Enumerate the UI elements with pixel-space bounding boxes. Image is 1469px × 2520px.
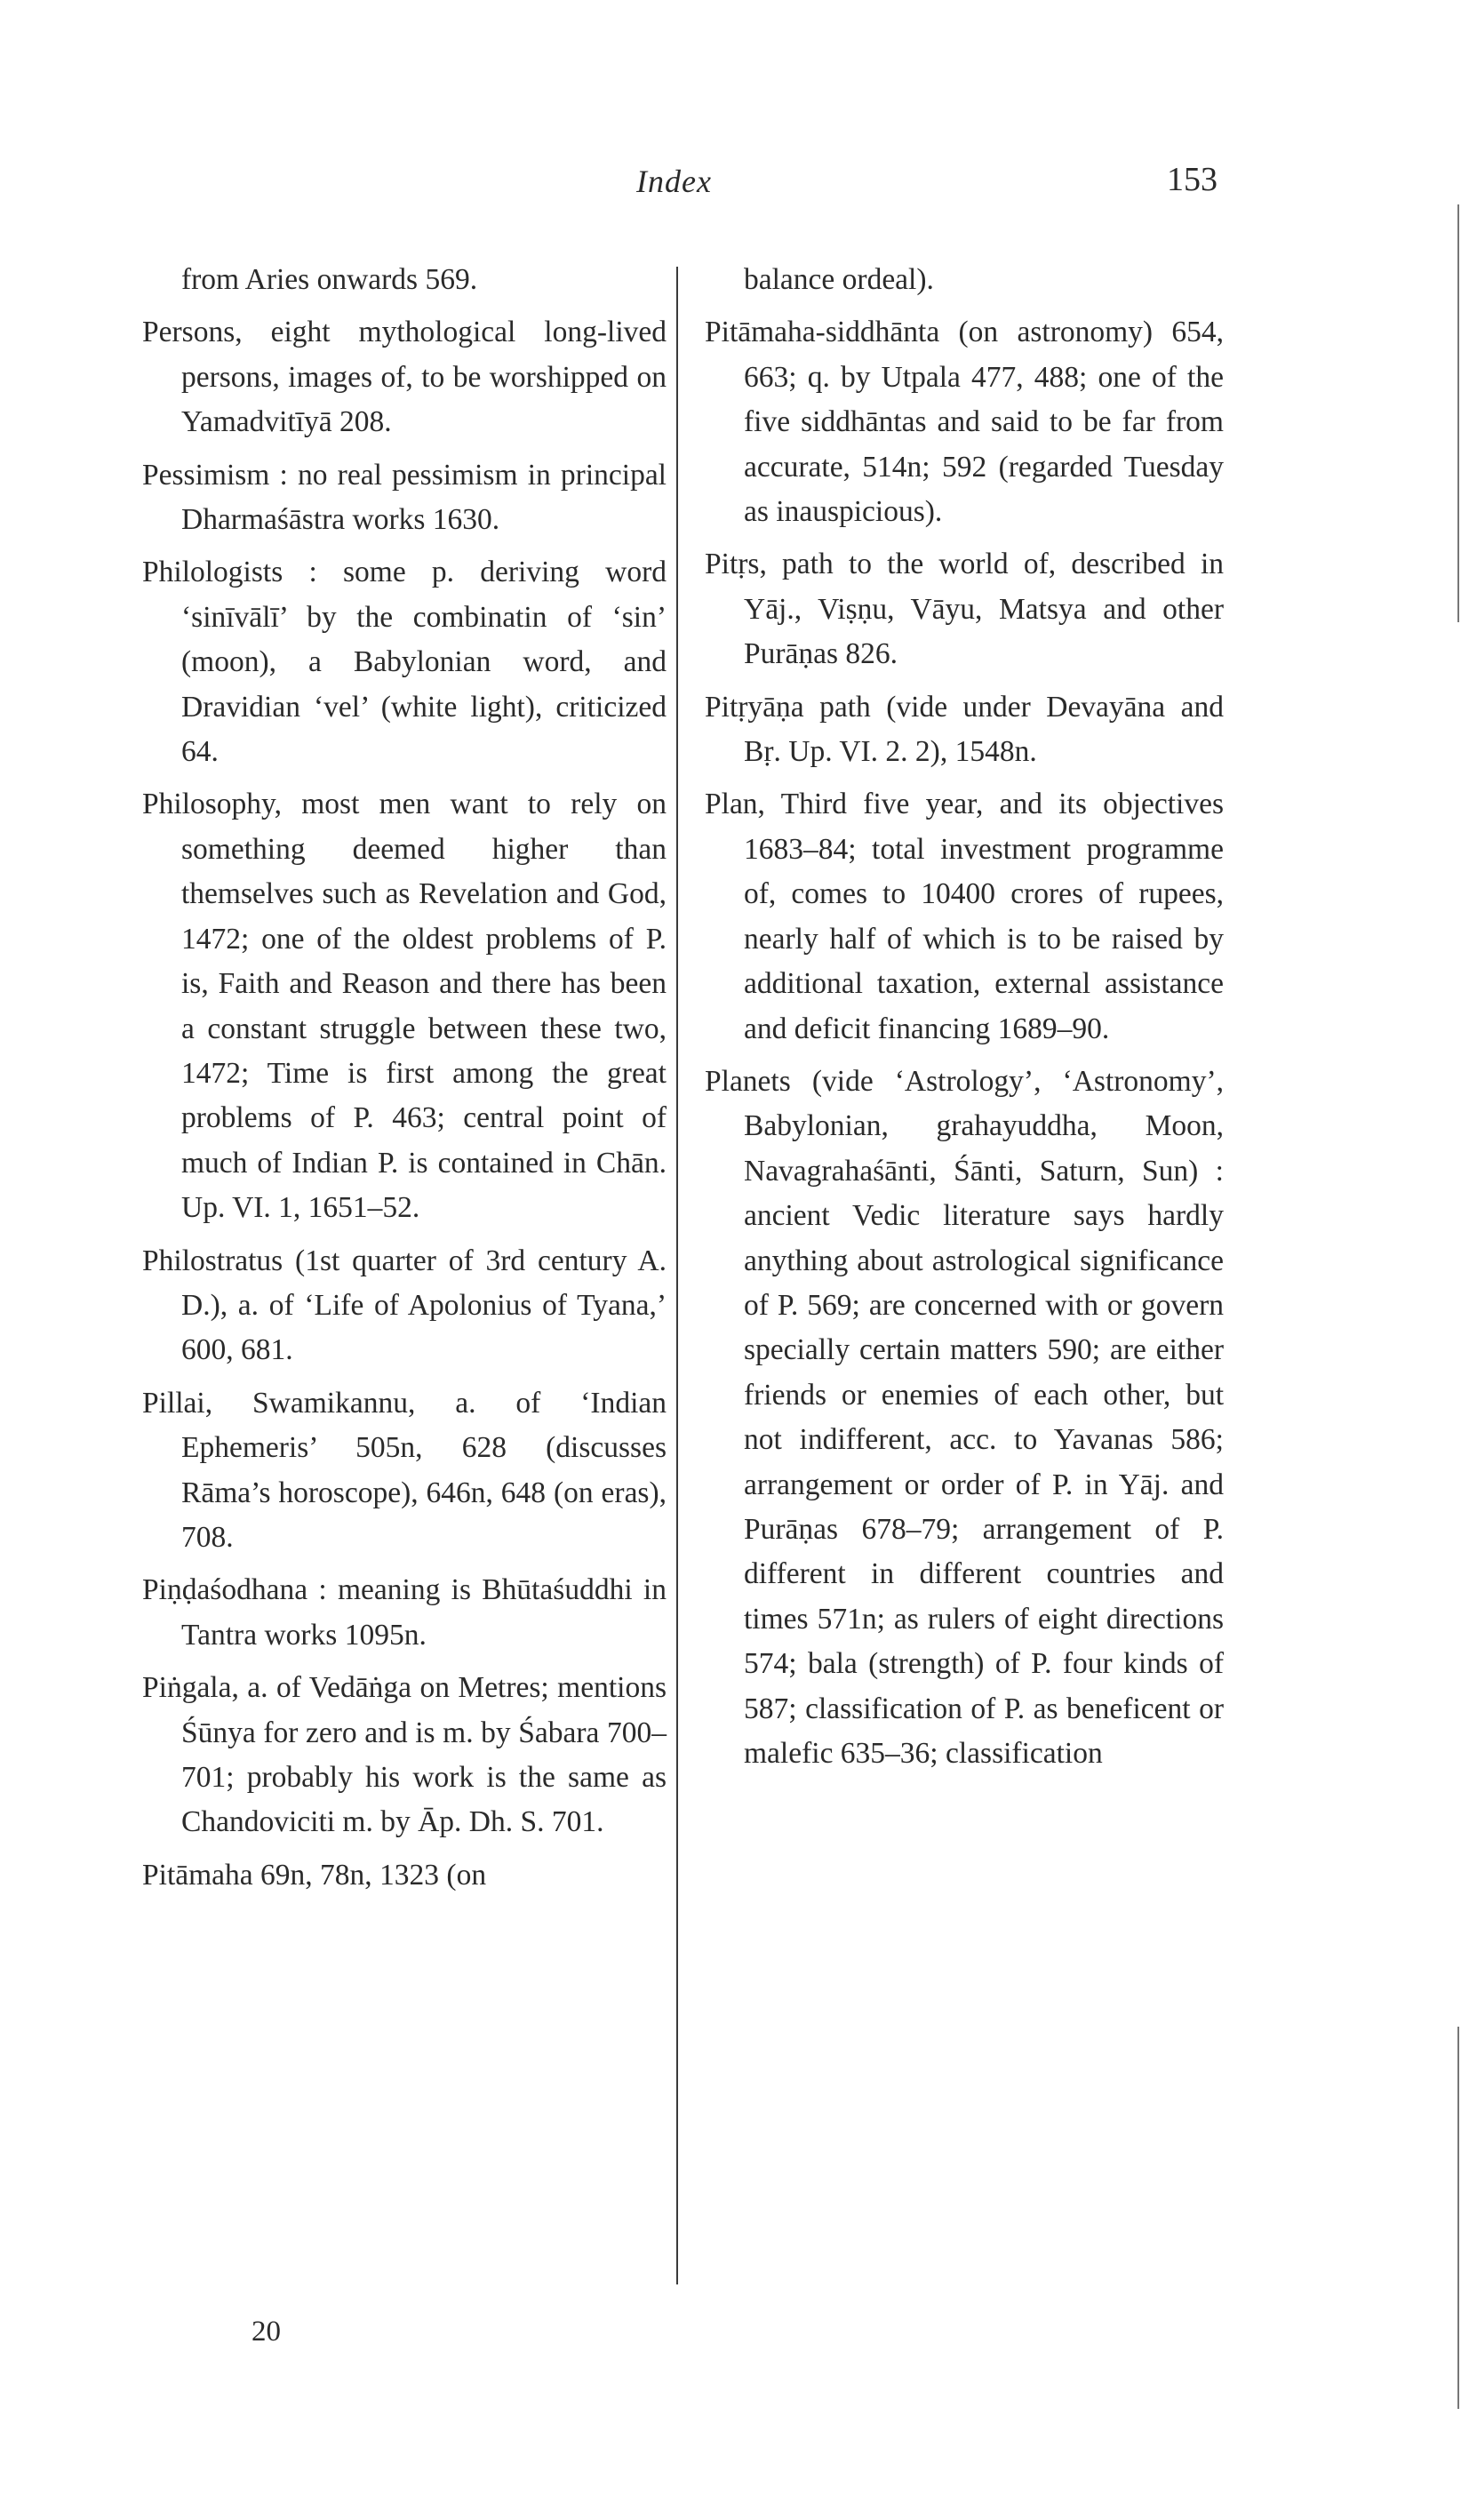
index-entry: Pitṛs, path to the world of, described in Yāj., Viṣṇu, Vāyu, Matsya and other Purāṇas 826. xyxy=(705,548,1224,671)
index-entry: Pitṛyāṇa path (vide under Devayāna and Bṛ. Up. VI. 2. 2), 1548n. xyxy=(705,690,1224,769)
index-entry: Piṅgala, a. of Vedāṅga on Metres; mentions Śūnya for zero and is m. by Śabara 700–701; probably his work is the same as Chandoviciti m. by Āp. Dh. S. 701. xyxy=(142,1671,667,1839)
index-entry: from Aries onwards 569. xyxy=(181,263,478,296)
column-divider xyxy=(676,267,678,2284)
page-edge-shadow xyxy=(1457,2027,1459,2409)
index-entry: Pessimism : no real pessimism in principal Dharmaśāstra works 1630. xyxy=(142,458,667,537)
signature-mark: 20 xyxy=(251,2316,281,2348)
index-entry: Pitāmaha 69n, 78n, 1323 (on xyxy=(142,1858,487,1892)
page-number: 153 xyxy=(1167,161,1218,198)
index-entry: balance ordeal). xyxy=(744,263,934,296)
index-entry: Philostratus (1st quarter of 3rd century A. D.), a. of ‘Life of Apolonius of Tyana,’ 600, 681. xyxy=(142,1244,667,1367)
page-edge-shadow xyxy=(1457,204,1459,622)
index-column-left xyxy=(142,258,667,1906)
index-entry: Piṇḍaśodhana : meaning is Bhūtaśuddhi in Tantra works 1095n. xyxy=(142,1573,667,1652)
running-title: Index xyxy=(636,164,712,199)
index-entry: Philologists : some p. deriving word ‘sinīvālī’ by the combinatin of ‘sin’ (moon), a Babylonian word, and Dravidian ‘vel’ (white light), criticized 64. xyxy=(142,556,667,769)
index-column-right xyxy=(705,258,1224,1784)
index-entry: Planets (vide ‘Astrology’, ‘Astronomy’, Babylonian, grahayuddha, Moon, Navagrahaśānti, Śānti, Saturn, Sun) : ancient Vedic literature says hardly anything about astrological significance of P. 569; are concerned with or govern specially certain matters 590; are either friends or enemies of each other, but not indifferent, acc. to Yavanas 586; arrangement or order of P. in Yāj. and Purāṇas 678–79; arrangement of P. different in different countries and times 571n; as rulers of eight directions 574; bala (strength) of P. four kinds of 587; classification of P. as beneficent or malefic 635–36; classification xyxy=(705,1064,1224,1770)
index-entry: Pillai, Swamikannu, a. of ‘Indian Ephemeris’ 505n, 628 (discusses Rāma’s horoscope), 646n, 648 (on eras), 708. xyxy=(142,1386,667,1554)
index-entry: Pitāmaha-siddhānta (on astronomy) 654, 663; q. by Utpala 477, 488; one of the five siddhāntas and said to be far from accurate, 514n; 592 (regarded Tuesday as inauspicious). xyxy=(705,316,1224,529)
index-entry: Plan, Third five year, and its objectives 1683–84; total investment programme of, comes to 10400 crores of rupees, nearly half of which is to be raised by additional taxation, external assistance and deficit financing 1689–90. xyxy=(705,788,1224,1045)
index-entry: Persons, eight mythological long-lived persons, images of, to be worshipped on Yamadvitīyā 208. xyxy=(142,316,667,439)
index-entry: Philosophy, most men want to rely on something deemed higher than themselves such as Revelation and God, 1472; one of the oldest problems of P. is, Faith and Reason and there has been a constant struggle between these two, 1472; Time is first among the great problems of P. 463; central point of much of Indian P. is contained in Chān. Up. VI. 1, 1651–52. xyxy=(142,788,667,1225)
